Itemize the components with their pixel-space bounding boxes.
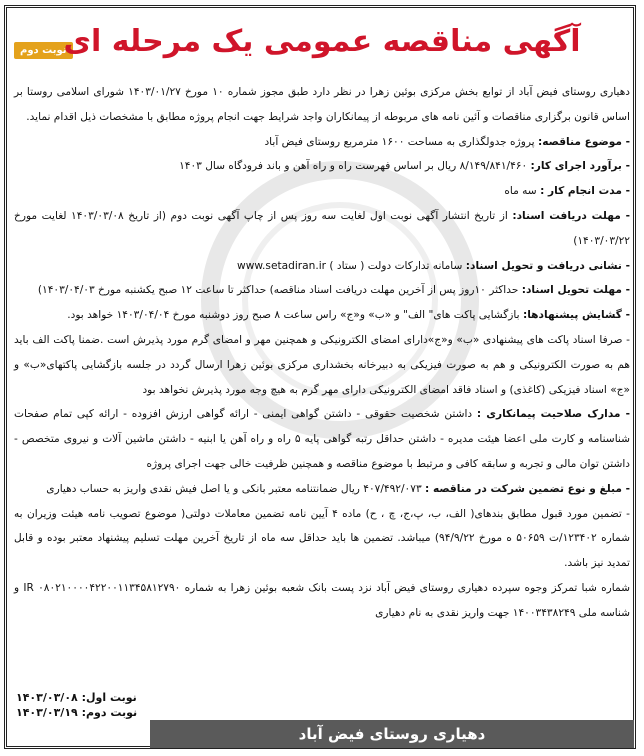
intro-paragraph: دهیاری روستای فیض آباد از توابع بخش مرکزی بوئین زهرا در نظر دارد طبق مجوز شماره ۱۰ مورخ ۱۴۰۳/۰۱/۲۷ شورای اسلامی روستا بر اساس قانون برگزاری مناقصات و آئین نامه های مربوطه از پیمانکاران واجد شرایط جهت انجام پروژه مطابق با مشخصات ذیل اقدام نماید. [14,86,630,123]
subject-text: پروژه جدولگذاری به مساحت ۱۶۰۰ مترمربع روستای فیض آباد [264,135,538,148]
opening-text: بازگشایی پاکت های" الف" و «ب» و«ج» راس ساعت ۸ صبح روز دوشنبه مورخ ۱۴۰۳/۰۴/۰۴ خواهد بود. [67,309,523,322]
duration-row [14,179,630,204]
delivery-row [14,278,630,303]
guarantee-note: - تضمین مورد قبول مطابق بندهای( الف، ب، پ،ج، چ ، ح) ماده ۴ آیین نامه تضمین معاملات دولتی( موضوع تصویب نامه هیئت وزیران به شماره ۱۲۳۴۰۲/ت ۵۰۶۵۹ ه مورخ ۹۴/۹/۲۲) میباشد. تضمین ها باید حداقل سه ماه از تاریخ آخرین مهلت تسلیم پیشنهاد معتبر بوده و قابل تمدید نیز باشد. [14,507,630,570]
opening-label: - گشایش پیشنهادها: [522,309,630,322]
account-note: شماره شبا تمرکز وجوه سپرده دهیاری روستای فیض آباد نزد پست بانک شعبه بوئین زهرا به شماره IR ۰۸۰۲۱۰۰۰۰۴۲۲۰۰۱۱۳۴۵۸۱۲۷۹۰ و شناسه ملی ۱۴۰۰۳۴۳۸۲۴۹ جهت واریز نقدی به نام دهیاری [14,581,631,619]
round-badge: نوبت دوم [14,42,73,59]
delivery-label: - مهلت تحویل اسناد: [521,284,630,297]
first-round-date: ۱۴۰۳/۰۳/۰۸ [16,691,78,704]
guarantee-label: - مبلغ و نوع تضمین شرکت در مناقصه : [425,482,630,495]
qualification-label: - مدارک صلاحیت پیمانکاری : [476,408,630,421]
qualification-row [14,402,630,476]
first-round [16,690,137,705]
delivery-text: حداکثر ۱۰روز پس از آخرین مهلت دریافت اسناد مناقصه) حداکثر تا ساعت ۱۲ صبح یکشنبه مورخ ۱۴۰۳/۰۴/۰۳) [37,284,522,297]
estimate-label: - برآورد اجرای کار: [530,160,630,173]
advert-body [14,80,630,626]
page-title: آگهی مناقصه عمومی یک مرحله ای [63,24,581,59]
second-round-date: ۱۴۰۳/۰۳/۱۹ [16,706,78,719]
subject-row [14,130,630,155]
duration-label: - مدت انجام کار : [540,185,630,198]
publisher-signature: دهیاری روستای فیض آباد [150,720,634,748]
publication-dates [16,690,137,720]
receive-label: - مهلت دریافت اسناد: [512,209,630,222]
subject-label: - موضوع مناقصه: [538,135,630,148]
second-round [16,705,137,720]
address-label: - نشانی دریافت و تحویل اسناد: [465,259,630,272]
receive-row [14,204,630,254]
estimate-text: ۸/۱۴۹/۸۴۱/۴۶۰ ریال بر اساس فهرست راه و راه آهن و باند فرودگاه سال ۱۴۰۳ [179,160,531,173]
guarantee-row [14,477,630,502]
second-round-label: نوبت دوم: [81,706,138,719]
duration-text: سه ماه [504,185,541,198]
qualification-text: داشتن شخصیت حقوقی - داشتن گواهی ایمنی - ارائه گواهی ارزش افزوده - ارائه کپی تمام صفحات شناسنامه و کارت ملی اعضا هیئت مدیره - داشتن حداقل رتبه گواهی پایه ۵ راه و راه آهن یا ابنیه - داشتن ماشین آلات و نیروی متخصص - داشتن توان مالی و تجربه و سابقه کافی و مرتبط با موضوع مناقصه و همچنین ظرفیت خالی جهت اجرای پروژه [14,408,630,470]
first-round-label: نوبت اول: [81,691,137,704]
receive-text: از تاریخ انتشار آگهی نوبت اول لغایت سه روز پس از چاپ آگهی نوبت دوم (از تاریخ ۱۴۰۳/۰۳/۰۸ لغایت مورخ ۱۴۰۳/۰۳/۲۲) [14,209,630,247]
address-text: سامانه تدارکات دولت ( ستاد ) www.setadiran.ir [237,259,466,272]
guarantee-text: ۴۰۷/۴۹۲/۰۷۳ ریال ضمانتنامه معتبر بانکی و یا اصل فیش نقدی واریز به حساب دهیاری [46,482,426,495]
opening-row [14,303,630,328]
address-row [14,254,630,279]
opening-note: - صرفا اسناد پاکت های پیشنهادی «ب» و«ج»دارای امضای الکترونیکی و همچنین مهر و امضای گرم مورد پذیرش است .ضمنا پاکت الف باید هم به صورت الکترونیکی و هم به صورت فیزیکی به دبیرخانه بخشداری مرکزی بوئین زهرا ارسال گردد در جلسه بازگشایی پاکتهای«ب» و «ج» اسناد فیزیکی (کاغذی) و اسناد فاقد امضای الکترونیکی دارای مهر گرم به هیچ وجه مورد پذیرش نخواهد بود [14,333,630,396]
estimate-row [14,154,630,179]
